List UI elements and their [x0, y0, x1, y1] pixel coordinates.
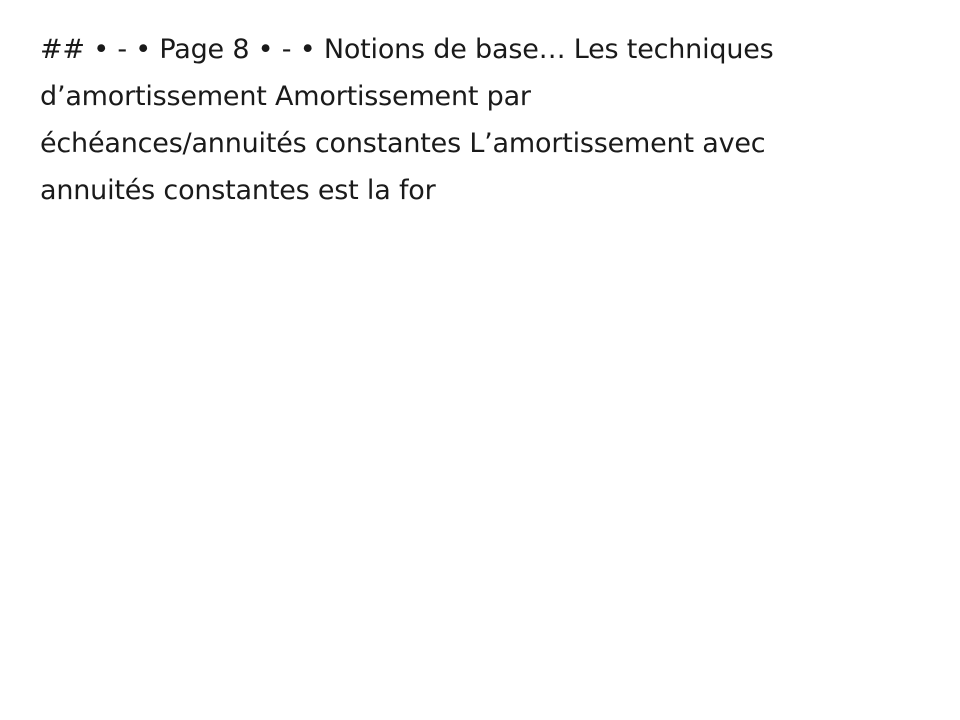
text-line-2: d’amortissement Amortissement par [40, 81, 531, 112]
text-line-1: ## • - • Page 8 • - • Notions de base… Les techniques [40, 34, 774, 65]
document-text [40, 26, 920, 214]
text-line-4: annuités constantes est la for [40, 175, 436, 206]
text-line-3: échéances/annuités constantes L’amortissement avec [40, 128, 766, 159]
